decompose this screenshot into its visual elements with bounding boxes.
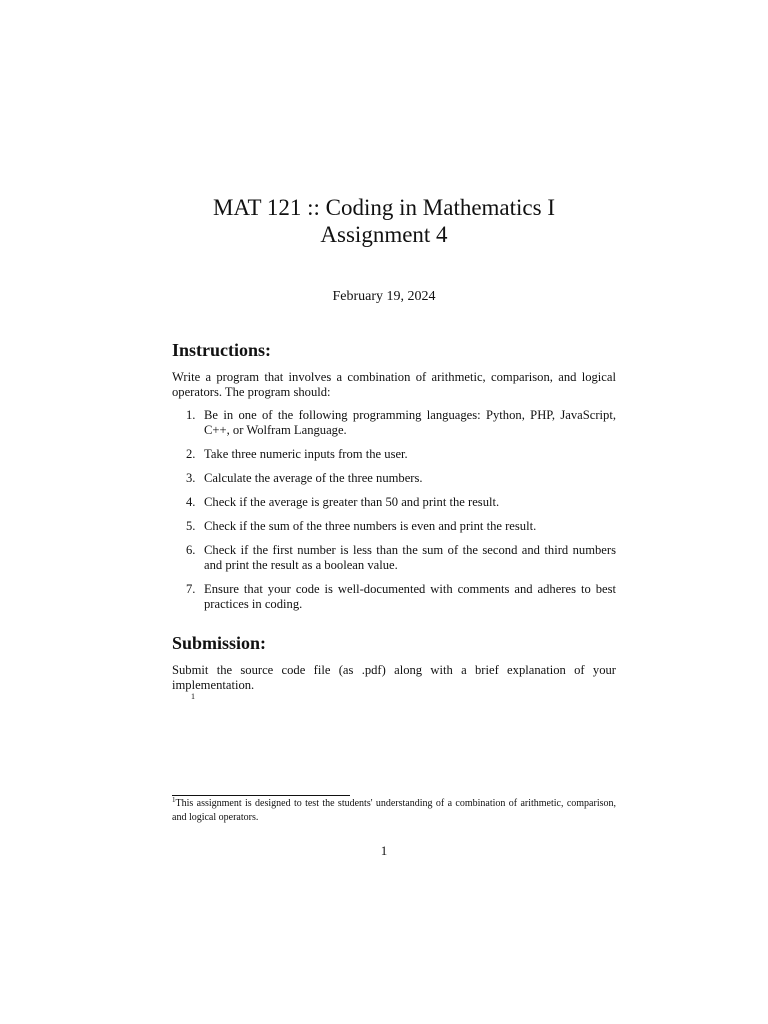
page-number: 1 (380, 843, 388, 858)
list-item-text: Check if the average is greater than 50 and print the result. (204, 495, 500, 509)
list-item-number: 1. (186, 408, 196, 422)
list-item-number: 2. (186, 447, 196, 461)
list-item-number: 3. (186, 471, 196, 485)
instructions-heading: Instructions: (172, 340, 272, 360)
list-item (172, 495, 616, 510)
footnote-divider (172, 795, 350, 796)
instructions-section (172, 339, 616, 621)
instructions-intro: Write a program that involves a combination of arithmetic, comparison, and logical operators. The program should: (172, 370, 616, 399)
list-item-text: Be in one of the following programming languages: Python, PHP, JavaScript, C++, or Wolfram Language. (204, 408, 616, 437)
list-item (172, 447, 616, 462)
list-item-text: Ensure that your code is well-documented with comments and adheres to best practices in coding. (204, 582, 616, 611)
title-block (0, 194, 768, 248)
list-item-text: Calculate the average of the three numbers. (204, 471, 423, 485)
footnote-marker: 1 (172, 796, 176, 804)
task-list (172, 408, 616, 612)
list-item-text: Check if the first number is less than the sum of the second and third numbers and print the result as a boolean value. (204, 543, 616, 572)
footnote (172, 797, 616, 825)
list-item-text: Check if the sum of the three numbers is even and print the result. (204, 519, 537, 533)
assignment-title: Assignment 4 (320, 222, 448, 247)
list-item-number: 7. (186, 582, 196, 596)
list-item (172, 543, 616, 573)
assignment-date: February 19, 2024 (332, 289, 436, 304)
footnote-text: This assignment is designed to test the students' understanding of a combination of arithmetic, comparison, and logical operators. (172, 798, 616, 823)
submission-heading: Submission: (172, 633, 267, 653)
footnote-reference-marker: 1 (191, 692, 195, 701)
submission-text: Submit the source code file (as .pdf) along with a brief explanation of your implementation. (172, 663, 616, 692)
list-item-text: Take three numeric inputs from the user. (204, 447, 408, 461)
list-item-number: 4. (186, 495, 196, 509)
list-item (172, 408, 616, 438)
list-item (172, 519, 616, 534)
submission-section (172, 632, 616, 693)
list-item-number: 6. (186, 543, 196, 557)
course-title: MAT 121 :: Coding in Mathematics I (212, 195, 555, 220)
list-item-number: 5. (186, 519, 196, 533)
list-item (172, 471, 616, 486)
list-item (172, 582, 616, 612)
